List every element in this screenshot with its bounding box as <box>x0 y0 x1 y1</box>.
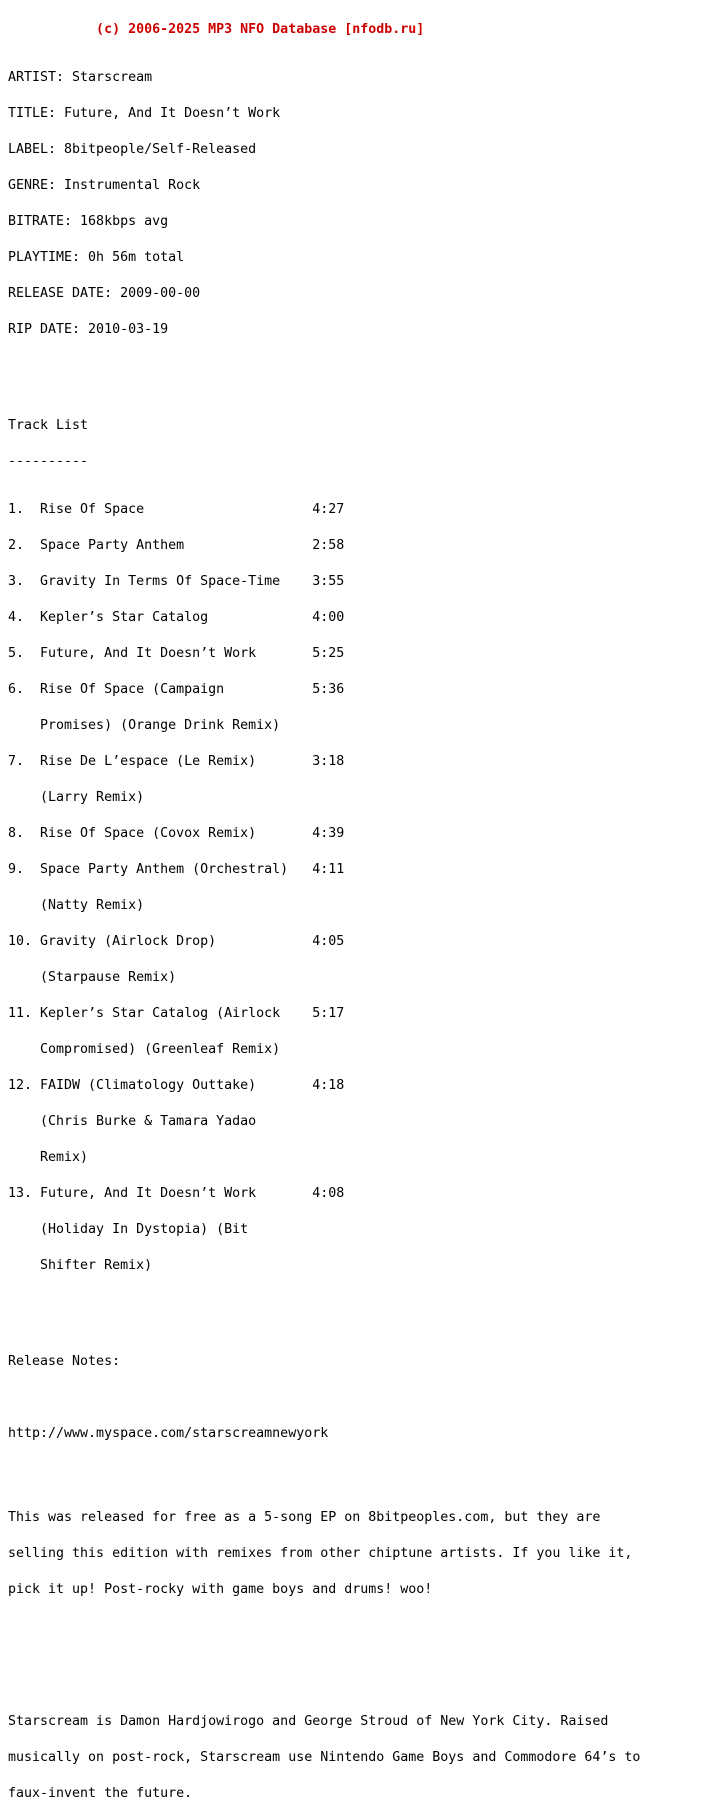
track-line: 2. Space Party Anthem 2:58 <box>8 538 345 553</box>
track-line: 3. Gravity In Terms Of Space-Time 3:55 <box>8 574 345 589</box>
track-line-continuation: Compromised) (Greenleaf Remix) <box>8 1042 281 1057</box>
track-line: 9. Space Party Anthem (Orchestral) 4:11 <box>8 862 345 877</box>
release-notes-heading: Release Notes: <box>8 1354 121 1369</box>
track-line: 11. Kepler’s Star Catalog (Airlock 5:17 <box>8 1006 345 1021</box>
notes-paragraph-line: pick it up! Post-rocky with game boys and drums! woo! <box>8 1582 433 1597</box>
track-line-continuation: Promises) (Orange Drink Remix) <box>8 718 281 733</box>
blank-line <box>8 1464 640 1476</box>
track-line-continuation: (Starpause Remix) <box>8 970 177 985</box>
notes-paragraph-line: selling this edition with remixes from other chiptune artists. If you like it, <box>8 1546 633 1561</box>
track-line-continuation: (Natty Remix) <box>8 898 145 913</box>
blank-line <box>8 1392 640 1404</box>
track-line: 6. Rise Of Space (Campaign 5:36 <box>8 682 345 697</box>
track-line: 5. Future, And It Doesn’t Work 5:25 <box>8 646 345 661</box>
blank-line <box>8 1632 640 1644</box>
blank-line <box>8 1308 640 1320</box>
track-line: 7. Rise De L’espace (Le Remix) 3:18 <box>8 754 345 769</box>
rip-date-line: RIP DATE: 2010-03-19 <box>8 322 169 337</box>
track-line-continuation: Remix) <box>8 1150 89 1165</box>
track-line: 13. Future, And It Doesn’t Work 4:08 <box>8 1186 345 1201</box>
genre-line: GENRE: Instrumental Rock <box>8 178 201 193</box>
track-line: 4. Kepler’s Star Catalog 4:00 <box>8 610 345 625</box>
blank-line <box>8 372 640 384</box>
track-line-continuation: (Chris Burke & Tamara Yadao <box>8 1114 257 1129</box>
nfo-database-header: (c) 2006-2025 MP3 NFO Database [nfodb.ru] <box>8 22 425 37</box>
track-line-continuation: Shifter Remix) <box>8 1258 153 1273</box>
notes-paragraph-line: This was released for free as a 5-song EP on 8bitpeoples.com, but they are <box>8 1510 601 1525</box>
track-line-continuation: (Larry Remix) <box>8 790 145 805</box>
playtime-line: PLAYTIME: 0h 56m total <box>8 250 185 265</box>
artist-line: ARTIST: Starscream <box>8 70 153 85</box>
bio-paragraph-line: musically on post-rock, Starscream use Nintendo Game Boys and Commodore 64’s to <box>8 1750 641 1765</box>
label-line: LABEL: 8bitpeople/Self-Released <box>8 142 257 157</box>
tracklist-rule: ---------- <box>8 454 89 469</box>
track-line: 8. Rise Of Space (Covox Remix) 4:39 <box>8 826 345 841</box>
myspace-url: http://www.myspace.com/starscreamnewyork <box>8 1426 329 1441</box>
release-date-line: RELEASE DATE: 2009-00-00 <box>8 286 201 301</box>
title-line: TITLE: Future, And It Doesn’t Work <box>8 106 281 121</box>
bio-paragraph-line: faux-invent the future. <box>8 1786 193 1801</box>
tracklist-heading: Track List <box>8 418 89 433</box>
track-line: 10. Gravity (Airlock Drop) 4:05 <box>8 934 345 949</box>
track-line-continuation: (Holiday In Dystopia) (Bit <box>8 1222 249 1237</box>
blank-line <box>8 1668 640 1680</box>
track-line: 12. FAIDW (Climatology Outtake) 4:18 <box>8 1078 345 1093</box>
track-line: 1. Rise Of Space 4:27 <box>8 502 345 517</box>
bitrate-line: BITRATE: 168kbps avg <box>8 214 169 229</box>
bio-paragraph-line: Starscream is Damon Hardjowirogo and George Stroud of New York City. Raised <box>8 1714 609 1729</box>
nfo-document <box>8 0 640 1812</box>
